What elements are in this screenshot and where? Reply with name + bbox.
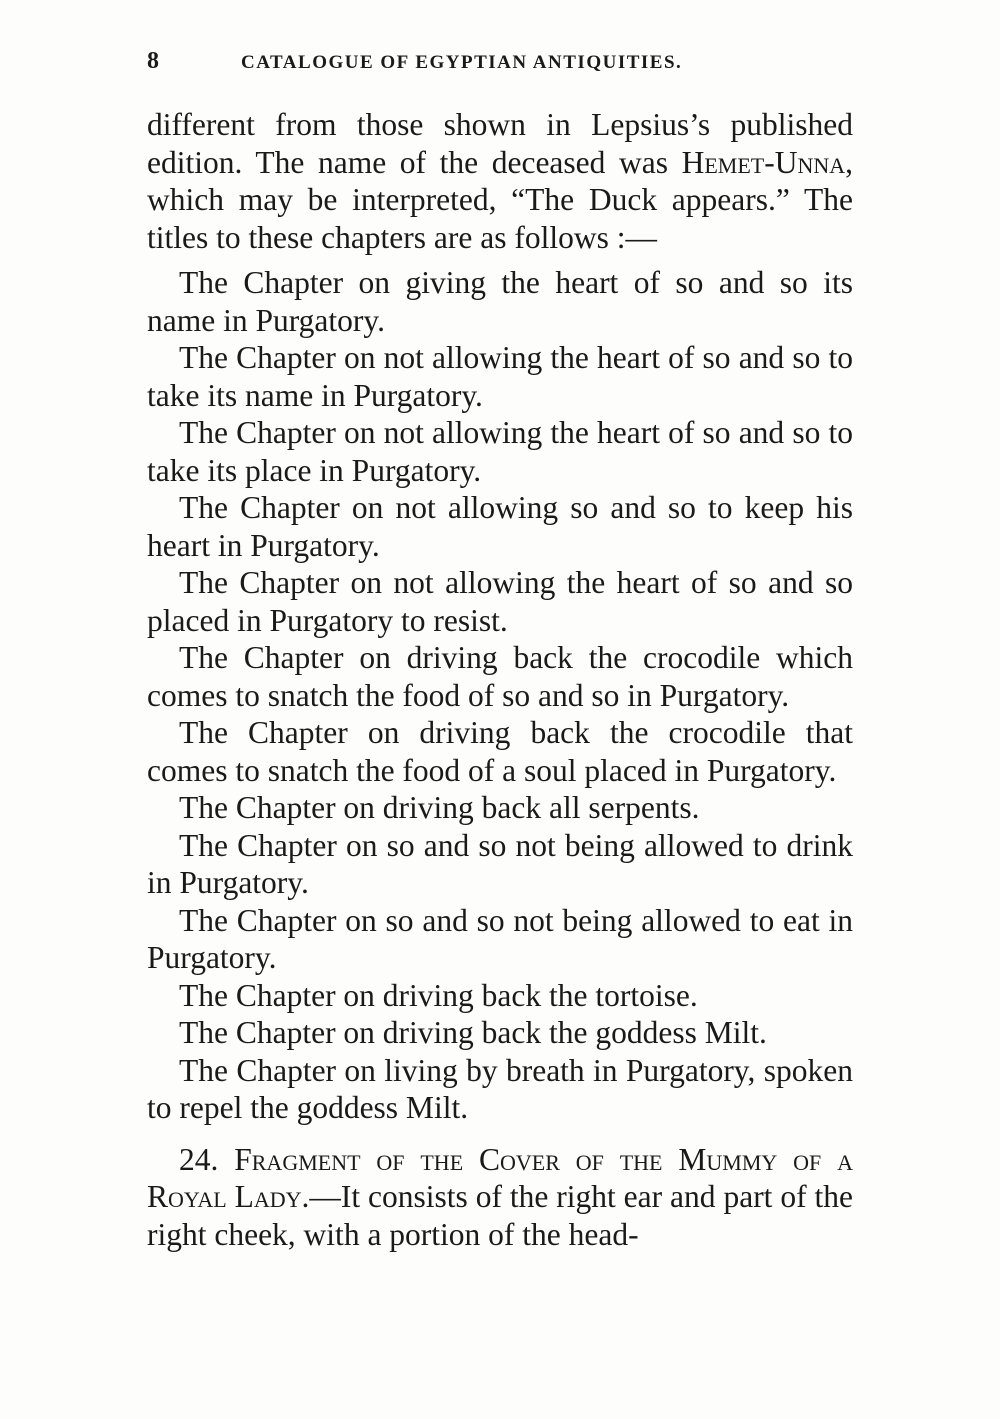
chapter-title: The Chapter on not allowing the heart of so and so placed in Purgatory to resist. [147,565,853,638]
chapter-title: The Chapter on driving back the tortoise. [179,977,698,1013]
chapter-title: The Chapter on driving back all serpents. [179,790,700,825]
chapter-title: The Chapter on not allowing the heart of so and so to take its name in Purgatory. [147,340,853,413]
deceased-name: Hemet-Unna [681,144,846,180]
chapter-title: The Chapter on not allowing the heart of so and so to take its place in Purgatory. [147,415,853,488]
page-body [147,106,853,1253]
item-number: 24. [179,1141,219,1177]
chapter-title: The Chapter on so and so not being allowed to drink in Purgatory. [147,827,853,900]
intro-paragraph [147,106,853,256]
chapter-title: The Chapter on giving the heart of so and so its name in Purgatory. [147,265,853,338]
chapter-title: The Chapter on driving back the crocodile which comes to snatch the food of so and so in Purgatory. [147,640,853,713]
intro-text-1: different from those shown in Lepsius’s published edition. The name of the deceased was [147,107,853,180]
intro-text-2: , which may be interpreted, “The Duck appears.” The titles to these chapters are as follows :— [147,144,853,255]
chapter-title: The Chapter on driving back the goddess Milt. [179,1015,767,1050]
page-number: 8 [147,48,159,74]
running-title: CATALOGUE OF EGYPTIAN ANTIQUITIES. [241,52,683,73]
chapter-title: The Chapter on driving back the crocodile that comes to snatch the food of a soul placed in Purgatory. [147,715,853,788]
item-heading: Fragment of the Cover of the Mummy of a Royal Lady. [147,1141,853,1214]
chapter-title: The Chapter on so and so not being allowed to eat in Purgatory. [147,902,853,975]
chapter-title: The Chapter on not allowing so and so to keep his heart in Purgatory. [147,490,853,563]
item-text: —It consists of the right ear and part of the right cheek, with a portion of the head- [147,1179,853,1252]
item-24-paragraph [147,1141,853,1254]
chapter-title: The Chapter on living by breath in Purgatory, spoken to repel the goddess Milt. [147,1052,853,1125]
